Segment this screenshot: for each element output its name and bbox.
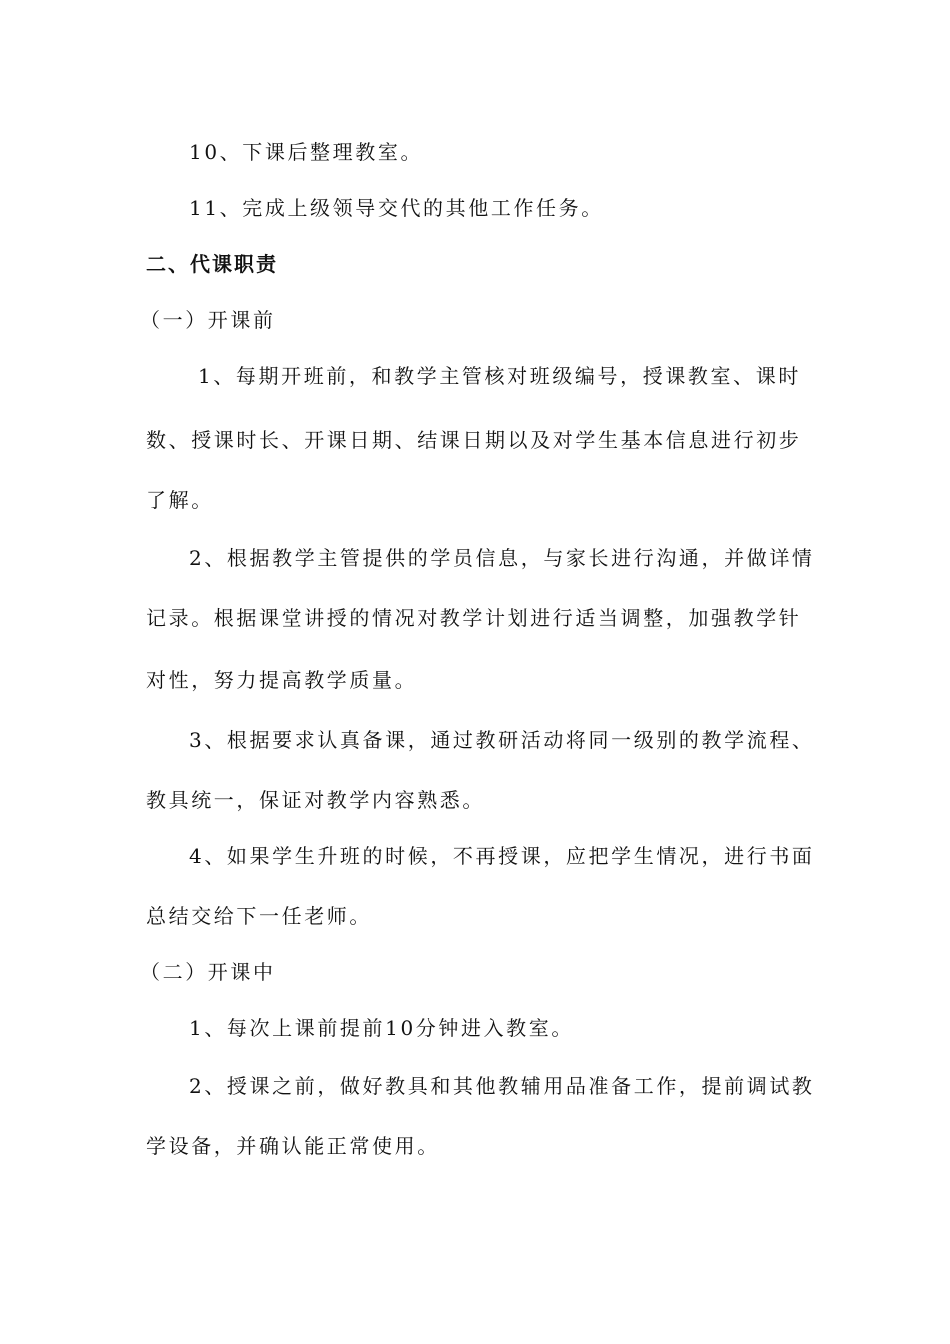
paragraph-line: 4、如果学生升班的时候，不再授课，应把学生情况，进行书面: [189, 844, 815, 868]
paragraph-line: 对性，努力提高教学质量。: [146, 668, 418, 692]
paragraph-line: 3、根据要求认真备课，通过教研活动将同一级别的教学流程、: [189, 728, 815, 752]
paragraph-line: 了解。: [146, 488, 214, 512]
paragraph-line: 学设备，并确认能正常使用。: [146, 1134, 440, 1158]
paragraph-line: 记录。根据课堂讲授的情况对教学计划进行适当调整，加强教学针: [146, 606, 802, 630]
paragraph-line: 11、完成上级领导交代的其他工作任务。: [189, 196, 604, 220]
subsection-heading: （一）开课前: [140, 308, 276, 332]
paragraph-line: 1、每期开班前，和教学主管核对班级编号，授课教室、课时: [198, 364, 801, 388]
paragraph-line: 2、根据教学主管提供的学员信息，与家长进行沟通，并做详情: [189, 546, 815, 570]
paragraph-line: 10、下课后整理教室。: [189, 140, 424, 164]
paragraph-line: 总结交给下一任老师。: [146, 904, 372, 928]
paragraph-line: 2、授课之前，做好教具和其他教辅用品准备工作，提前调试教: [189, 1074, 815, 1098]
paragraph-line: 教具统一，保证对教学内容熟悉。: [146, 788, 485, 812]
section-heading: 二、代课职责: [146, 252, 278, 276]
paragraph-line: 1、每次上课前提前10分钟进入教室。: [189, 1016, 574, 1040]
paragraph-line: 数、授课时长、开课日期、结课日期以及对学生基本信息进行初步: [146, 428, 802, 452]
subsection-heading: （二）开课中: [140, 960, 276, 984]
